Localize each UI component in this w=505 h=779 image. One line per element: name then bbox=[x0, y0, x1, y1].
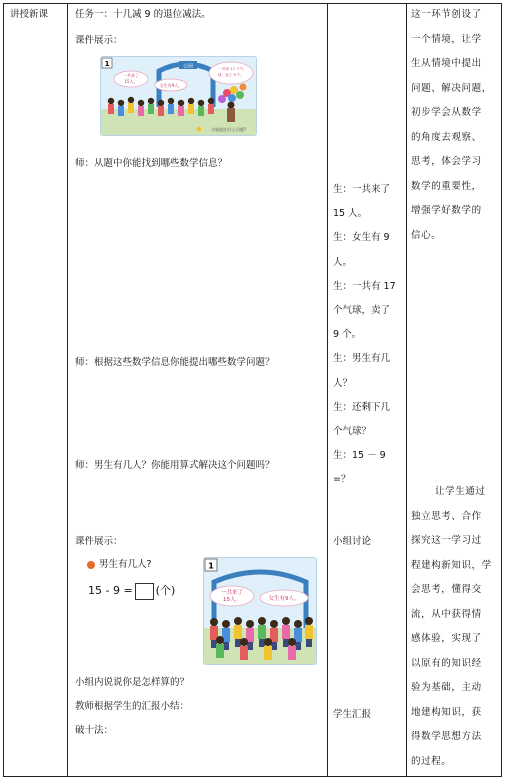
table-border-right bbox=[501, 3, 502, 777]
park-sign: 公园 bbox=[182, 63, 194, 70]
teacher-question-1: 师：从题中你能找到哪些数学信息？ bbox=[75, 158, 228, 169]
intent-line: 数学的重要性， bbox=[411, 180, 482, 192]
table-border-bottom bbox=[3, 776, 502, 777]
svg-text:女生有9人。: 女生有9人。 bbox=[268, 596, 300, 602]
svg-text:一共来了: 一共来了 bbox=[123, 73, 139, 78]
intent-line: 初步学会从数学 bbox=[411, 107, 482, 118]
teacher-question-2: 师：根据这些数学信息你能提出哪些数学问题？ bbox=[75, 357, 275, 368]
student-line: 9 个。 bbox=[333, 329, 362, 341]
table-border-left bbox=[3, 3, 4, 777]
student-line: 生：15 － 9 bbox=[333, 450, 386, 462]
orange-dot-icon bbox=[87, 561, 95, 569]
scene-illustration-1 bbox=[100, 56, 257, 136]
intent-line: 的角度去观察、 bbox=[411, 131, 482, 143]
stage-label: 讲授新课 bbox=[10, 9, 49, 20]
equation-left: 15 - 9 = bbox=[88, 584, 133, 597]
design-intent-2 bbox=[411, 480, 501, 774]
scene-question: 你能提出什么问题? bbox=[211, 127, 247, 132]
group-prompt: 小组内说说你是怎样算的？ bbox=[75, 677, 190, 688]
student-responses bbox=[333, 178, 405, 493]
svg-text:球，卖了 9 个。: 球，卖了 9 个。 bbox=[217, 73, 245, 77]
svg-text:15人。: 15人。 bbox=[124, 79, 138, 84]
intent-line: 的过程。 bbox=[411, 755, 452, 767]
intent-line: 地建构知识，获 bbox=[411, 706, 482, 718]
student-line: 生：女生有 9 bbox=[333, 232, 390, 244]
student-line: 生：男生有几 bbox=[333, 353, 391, 365]
children-scene-graphic bbox=[204, 558, 316, 664]
intent-line: 感体验，实现了 bbox=[411, 633, 482, 644]
intent-line: 生从情境中提出 bbox=[411, 58, 482, 69]
svg-text:15人。: 15人。 bbox=[223, 597, 241, 603]
intent-line: 这一环节创设了 bbox=[411, 9, 482, 20]
student-report: 学生汇报 bbox=[333, 709, 372, 720]
park-scene-graphic bbox=[101, 57, 256, 135]
intent-line: 让学生通过 bbox=[435, 486, 486, 497]
intent-line: 程建构新知识，学 bbox=[411, 559, 492, 571]
teacher-question-3: 师：男生有几人？你能用算式解决这个问题吗？ bbox=[75, 460, 275, 471]
balloons bbox=[218, 84, 247, 104]
exercise-number-2: 1 bbox=[208, 561, 214, 571]
intent-line: 独立思考、合作 bbox=[411, 510, 482, 522]
student-line: 生：一共有 17 bbox=[333, 280, 396, 292]
svg-text:一共来了: 一共来了 bbox=[220, 590, 244, 596]
student-line: =？ bbox=[333, 474, 351, 486]
intent-line: 一个情境，让学 bbox=[411, 33, 482, 45]
intent-line: 会思考，懂得交 bbox=[411, 584, 482, 595]
intent-line: 思考，体会学习 bbox=[411, 156, 482, 167]
task-title: 任务一：十几减 9 的退位减法。 bbox=[75, 9, 211, 20]
intent-line: 探究这一学习过 bbox=[411, 535, 482, 546]
svg-text:一共有 17 个气: 一共有 17 个气 bbox=[218, 67, 244, 71]
table-divider-3 bbox=[406, 3, 407, 777]
scene-illustration-2 bbox=[203, 557, 317, 665]
intent-line: 信心。 bbox=[411, 229, 442, 241]
exercise-number-1: 1 bbox=[104, 60, 110, 68]
student-line: 生：一共来了 bbox=[333, 184, 391, 195]
intent-line: 验为基础，主动 bbox=[411, 682, 482, 693]
intent-line: 增强学好数学的 bbox=[411, 205, 482, 216]
student-line: 人？ bbox=[333, 377, 353, 389]
courseware-label-2: 课件展示： bbox=[75, 536, 123, 547]
intent-line: 以原有的知识经 bbox=[411, 657, 482, 669]
svg-text:女生有9人。: 女生有9人。 bbox=[159, 83, 183, 88]
problem-label: 男生有几人? bbox=[99, 559, 152, 570]
student-line: 个气球？ bbox=[333, 426, 372, 438]
courseware-label-1: 课件展示： bbox=[75, 35, 123, 46]
intent-line: 问题、解决问题， bbox=[411, 82, 492, 94]
student-line: 生：还剩下几 bbox=[333, 401, 391, 413]
problem-row bbox=[87, 558, 152, 572]
break-ten-method: 破十法： bbox=[75, 725, 114, 736]
equation-unit: (个) bbox=[155, 584, 176, 597]
teacher-summary: 教师根据学生的汇报小结： bbox=[75, 701, 190, 712]
design-intent-1 bbox=[411, 3, 501, 248]
equation-row bbox=[88, 582, 175, 600]
table-divider-2 bbox=[327, 3, 328, 777]
table-divider-1 bbox=[67, 3, 68, 777]
student-line: 15 人。 bbox=[333, 208, 368, 220]
intent-line: 流，从中获得情 bbox=[411, 608, 482, 620]
student-line: 人。 bbox=[333, 256, 353, 268]
intent-line: 得数学思想方法 bbox=[411, 731, 482, 742]
group-discussion: 小组讨论 bbox=[333, 536, 372, 547]
student-line: 个气球，卖了 bbox=[333, 305, 391, 317]
answer-box bbox=[135, 583, 154, 600]
